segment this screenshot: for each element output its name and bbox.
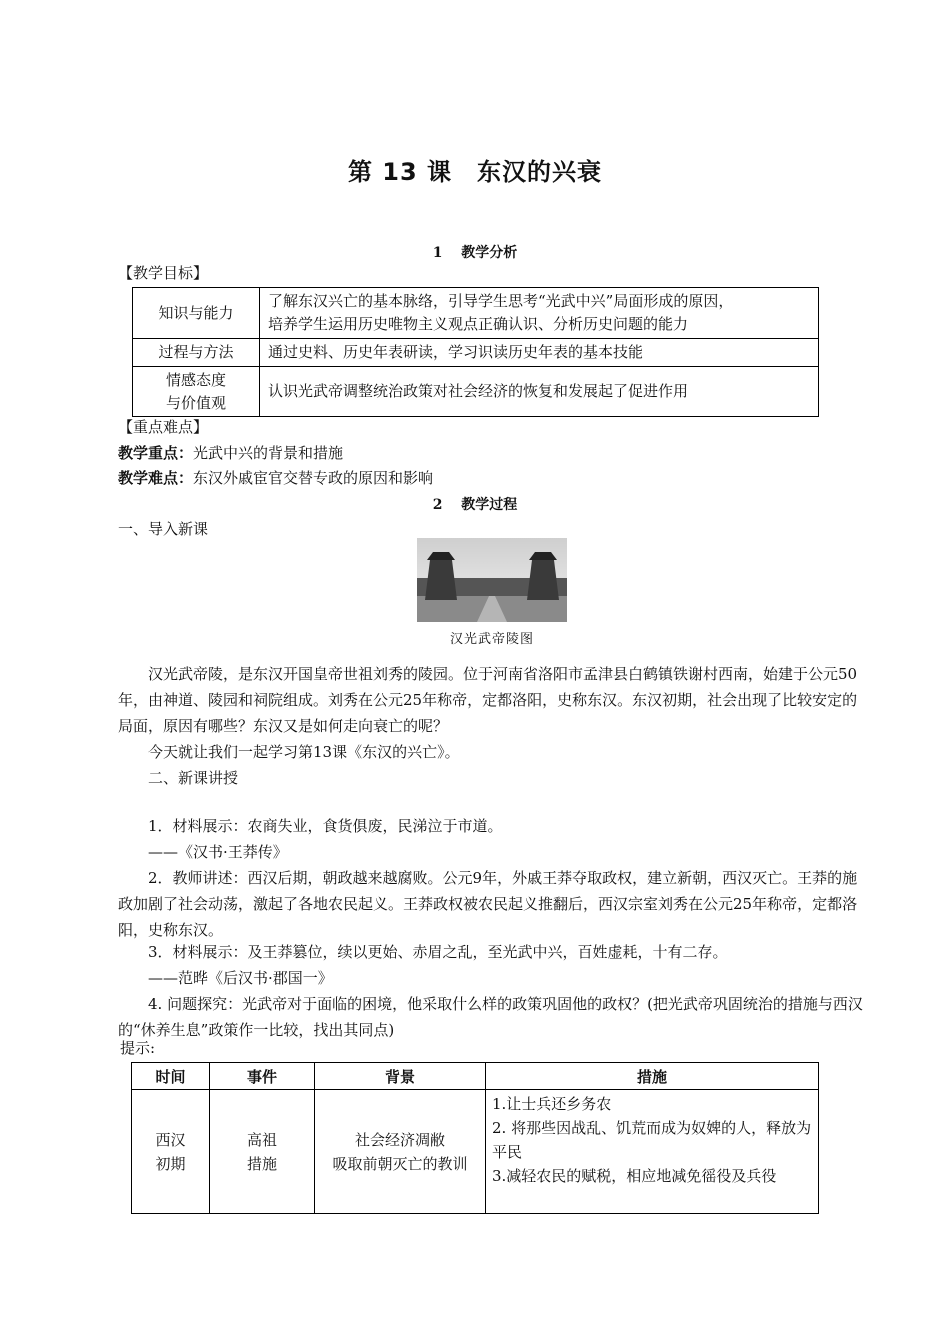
objective-content: 了解东汉兴亡的基本脉络，引导学生思考“光武中兴”局面形成的原因， 培养学生运用历史唯物主义观点正确认识、分析历史问题的能力: [260, 288, 819, 339]
header-time: 时间: [132, 1063, 210, 1090]
item-3-source: ——范晔《后汉书·郡国一》: [148, 969, 333, 987]
item-4: 4. 问题探究：光武帝对于面临的困境，他采取什么样的政策巩固他的政权？(把光武帝巩固统治的措施与西汉的“休养生息”政策作一比较，找出其同点): [118, 995, 863, 1039]
item-2: 2．教师讲述：西汉后期，朝政越来越腐败。公元9年，外戚王莽夺取政权，建立新朝，西汉灭亡。王莽的施政加剧了社会动荡，激起了各地农民起义。王莽政权被农民起义推翻后，西汉宗室刘秀在公元25年称帝，定都洛阳，史称东汉。: [118, 869, 858, 939]
comparison-table: [131, 1062, 819, 1214]
key-point-text: 光武中兴的背景和措施: [193, 444, 344, 462]
objective-content: 认识光武帝调整统治政策对社会经济的恢复和发展起了促进作用: [260, 367, 819, 417]
table-header-row: [132, 1063, 819, 1090]
item-3: 3．材料展示：及王莽篡位，续以更始、赤眉之乱，至光武中兴，百姓虚耗，十有二存。: [148, 943, 728, 961]
objective-content: 通过史料、历史年表研读，学习识读历史年表的基本技能: [260, 339, 819, 367]
difficulty-text: 东汉外戚宦官交替专政的原因和影响: [193, 469, 434, 487]
mausoleum-photo: [417, 538, 567, 622]
section-heading-analysis: 1 教学分析: [432, 245, 518, 261]
objective-row: [133, 339, 819, 367]
key-point-label: 教学重点：: [118, 444, 194, 462]
intro-paragraph: 汉光武帝陵，是东汉开国皇帝世祖刘秀的陵园。位于河南省洛阳市孟津县白鹤镇铁谢村西南，始建于公元50年，由神道、陵园和祠院组成。刘秀在公元25年称帝，定都洛阳，史称东汉。东汉初期，社会出现了比较安定的局面，原因有哪些？东汉又是如何走向衰亡的呢？: [118, 665, 858, 735]
intro-heading: 一、导入新课: [118, 520, 209, 538]
objectives-heading: 【教学目标】: [118, 264, 209, 282]
header-measures: 措施: [486, 1063, 819, 1090]
difficulty-label: 教学难点：: [118, 469, 194, 487]
page-title: 第 13 课 东汉的兴衰: [347, 158, 603, 186]
objective-row: [133, 288, 819, 339]
hint-label: 提示:: [120, 1039, 156, 1057]
objective-label: 情感态度 与价值观: [133, 367, 260, 417]
objective-label: 知识与能力: [133, 288, 260, 339]
cell-measures: 1.让士兵还乡务农 2. 将那些因战乱、饥荒而成为奴婢的人，释放为平民 3.减轻农民的赋税，相应地减免徭役及兵役: [486, 1090, 819, 1214]
key-points-heading: 【重点难点】: [118, 418, 209, 436]
header-event: 事件: [210, 1063, 315, 1090]
cell-time: 西汉 初期: [132, 1090, 210, 1214]
new-lesson-heading: 二、新课讲授: [148, 769, 239, 787]
objective-label: 过程与方法: [133, 339, 260, 367]
table-row: [132, 1090, 819, 1214]
objective-row: [133, 367, 819, 417]
cell-event: 高祖 措施: [210, 1090, 315, 1214]
today-line: 今天就让我们一起学习第13课《东汉的兴亡》。: [148, 743, 460, 761]
section-heading-process: 2 教学过程: [432, 497, 518, 513]
item-1: 1．材料展示：农商失业，食货俱废，民涕泣于市道。: [148, 817, 503, 835]
item-1-source: ——《汉书·王莽传》: [148, 843, 288, 861]
header-background: 背景: [315, 1063, 486, 1090]
cell-background: 社会经济凋敝 吸取前朝灭亡的教训: [315, 1090, 486, 1214]
objectives-table: [132, 287, 819, 417]
key-point: [118, 442, 343, 463]
image-caption: 汉光武帝陵图: [449, 632, 534, 647]
difficulty-point: [118, 467, 433, 488]
